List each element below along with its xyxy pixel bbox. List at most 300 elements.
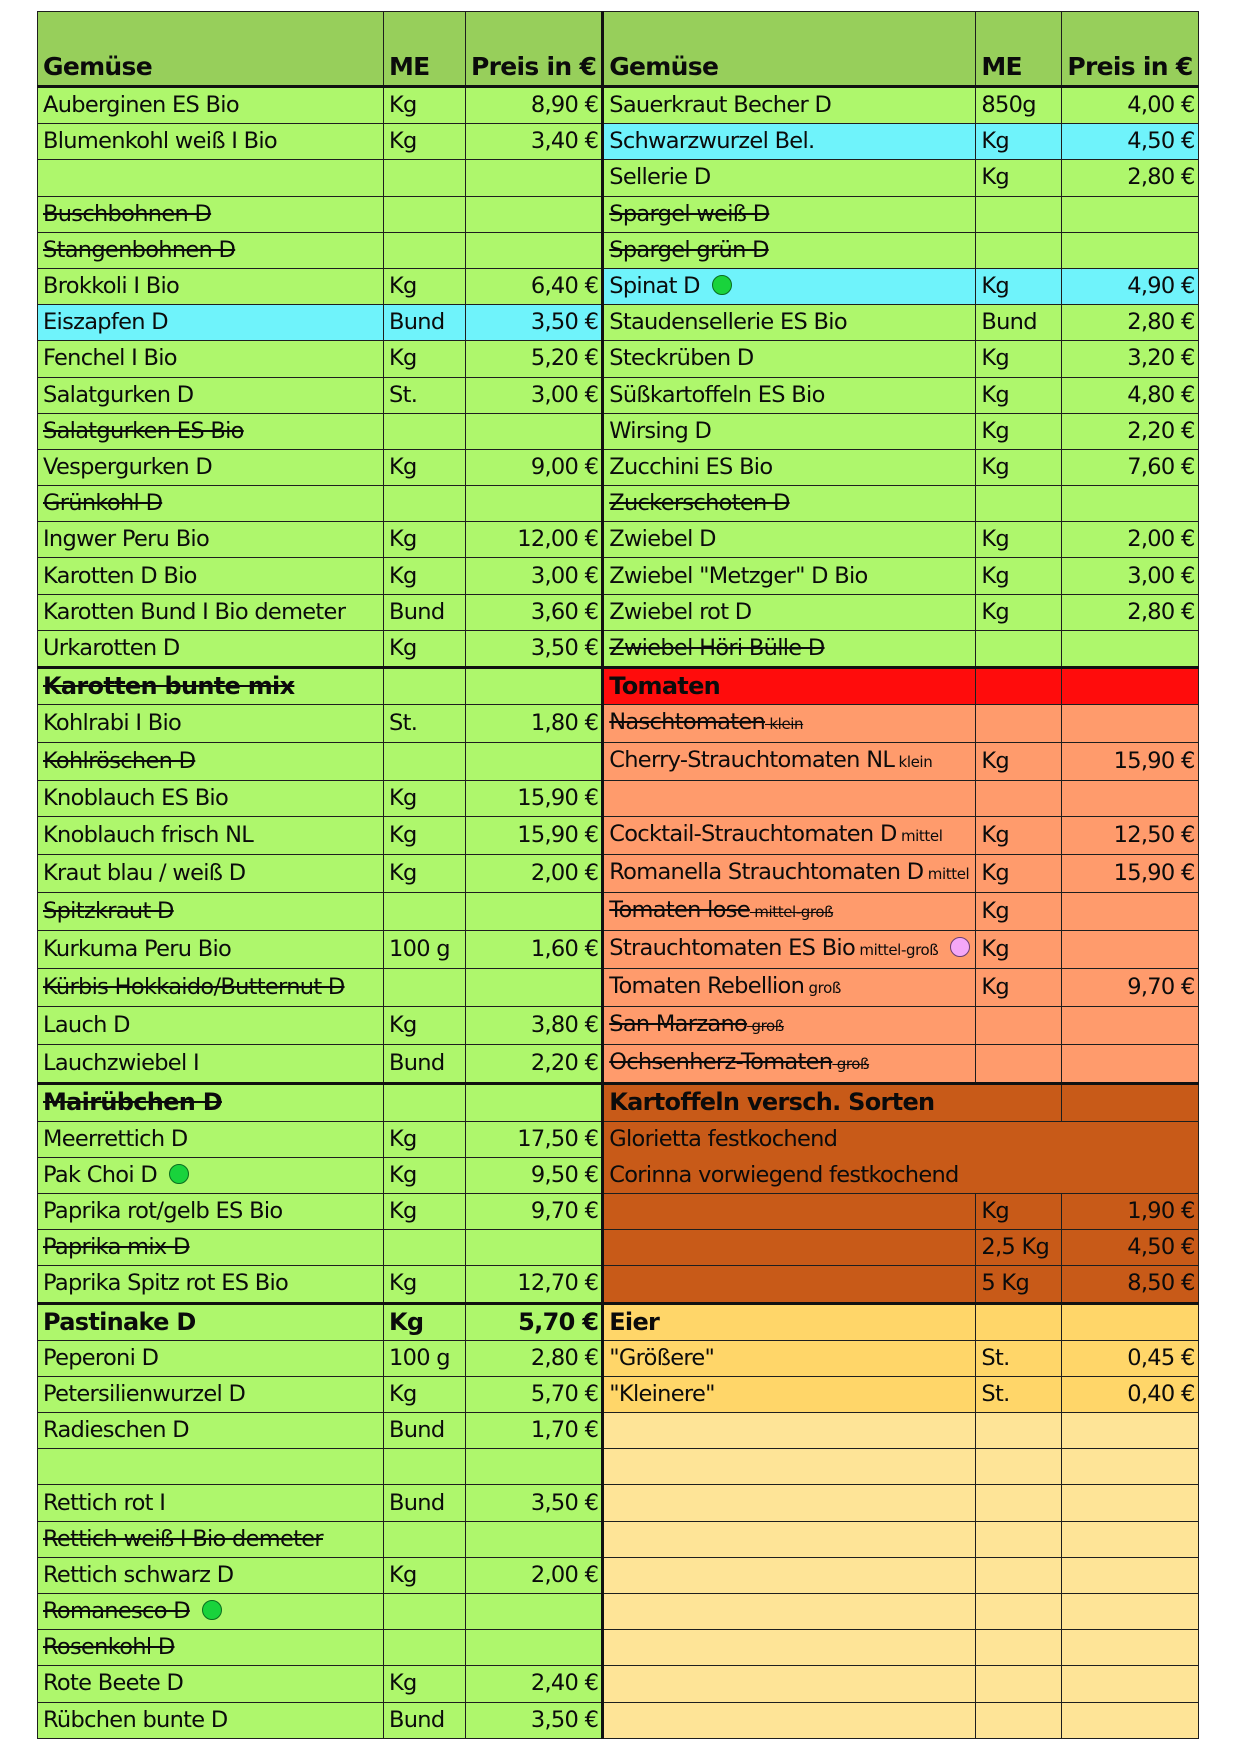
header-col2 — [384, 12, 466, 87]
veg-price — [466, 124, 603, 160]
veg-unit-text: Bund — [389, 1706, 445, 1733]
veg-unit — [384, 969, 466, 1007]
veg-name-text: Knoblauch ES Bio — [43, 785, 229, 812]
veg-name — [603, 232, 976, 268]
veg-unit — [976, 87, 1062, 124]
veg-name-text: Karotten bunte mix — [43, 672, 295, 701]
veg-unit-text: 100 g — [389, 1344, 450, 1371]
veg-name — [38, 781, 384, 817]
table-row — [38, 124, 1199, 160]
veg-unit-text: Kg — [389, 1270, 417, 1297]
veg-price — [466, 268, 603, 304]
veg-name — [38, 486, 384, 522]
veg-unit — [976, 268, 1062, 304]
blank-cell — [603, 1521, 976, 1557]
veg-name-text: Ingwer Peru Bio — [43, 526, 210, 553]
green-dot-icon — [202, 1600, 222, 1620]
potato-unit-text: 2,5 Kg — [981, 1234, 1050, 1261]
veg-name-text: Rosenkohl D — [43, 1634, 175, 1661]
header-col1 — [38, 12, 384, 87]
veg-name — [38, 630, 384, 667]
table-row — [38, 1230, 1199, 1266]
egg-price-text: 0,45 € — [1127, 1344, 1195, 1371]
veg-price — [466, 1557, 603, 1593]
veg-price — [466, 1340, 603, 1376]
table-row — [38, 705, 1199, 743]
tomato-name-text: Tomaten Rebellion — [609, 973, 805, 1000]
veg-price-text: 3,00 € — [530, 562, 599, 589]
blank-cell — [976, 668, 1062, 705]
blank-cell — [1062, 1702, 1198, 1738]
veg-name-text: Knoblauch frisch NL — [43, 822, 254, 849]
veg-price — [1062, 413, 1198, 449]
table-row — [38, 1666, 1199, 1702]
veg-name — [603, 341, 976, 377]
size-note: groß — [804, 979, 841, 998]
veg-unit — [976, 232, 1062, 268]
veg-name-text: Urkarotten D — [43, 634, 180, 661]
veg-name-text: Peperoni D — [43, 1344, 159, 1371]
table-row — [38, 1193, 1199, 1229]
veg-unit-text: Kg — [981, 381, 1009, 408]
veg-price — [466, 87, 603, 124]
veg-name — [38, 1594, 384, 1630]
blank-cell — [603, 1666, 976, 1702]
veg-unit — [384, 1630, 466, 1666]
veg-price — [466, 969, 603, 1007]
tomato-unit — [976, 855, 1062, 893]
blank-cell — [603, 1449, 976, 1485]
veg-unit — [384, 268, 466, 304]
veg-unit-text: Kg — [389, 1307, 424, 1336]
header-row — [38, 12, 1199, 87]
veg-name — [38, 196, 384, 232]
egg-unit-text: St. — [981, 1380, 1010, 1407]
veg-name — [38, 160, 384, 196]
table-row — [38, 630, 1199, 667]
veg-name — [603, 449, 976, 485]
tomato-unit — [976, 781, 1062, 817]
green-dot-icon — [169, 1164, 189, 1184]
veg-price-text: 3,00 € — [1127, 562, 1195, 589]
veg-name — [38, 1193, 384, 1229]
tomato-price — [1062, 1045, 1198, 1084]
green-dot-icon — [712, 275, 732, 295]
veg-unit — [384, 1157, 466, 1193]
potato-variety-text: Glorietta festkochend — [609, 1125, 838, 1152]
veg-price-text: 3,50 € — [530, 309, 599, 336]
tomato-unit — [976, 743, 1062, 781]
veg-unit-text: Bund — [389, 1417, 445, 1444]
veg-price-text: 9,50 € — [530, 1161, 599, 1188]
header-col2-text: ME — [389, 52, 430, 81]
veg-unit — [384, 1449, 466, 1485]
tomato-name — [603, 817, 976, 855]
table-row — [38, 1702, 1199, 1738]
veg-unit — [384, 705, 466, 743]
tomato-price — [1062, 969, 1198, 1007]
veg-name — [38, 449, 384, 485]
table-row — [38, 969, 1199, 1007]
veg-name — [38, 855, 384, 893]
veg-price-text: 4,50 € — [1127, 128, 1195, 155]
size-note: mittel — [923, 865, 970, 884]
table-row — [38, 931, 1199, 969]
veg-name — [38, 1630, 384, 1666]
veg-price — [1062, 486, 1198, 522]
veg-price — [466, 1121, 603, 1157]
table-row — [38, 558, 1199, 594]
potato-price — [1062, 1266, 1198, 1303]
header-col3 — [466, 12, 603, 87]
blank-cell — [603, 1485, 976, 1521]
veg-unit — [384, 668, 466, 705]
veg-name — [38, 1266, 384, 1303]
veg-unit — [384, 522, 466, 558]
veg-price — [1062, 522, 1198, 558]
veg-unit — [384, 855, 466, 893]
veg-unit — [384, 1230, 466, 1266]
veg-price — [1062, 268, 1198, 304]
veg-unit — [384, 413, 466, 449]
veg-unit-text: Bund — [981, 309, 1037, 336]
veg-price-text: 2,80 € — [1127, 309, 1195, 336]
veg-price-text: 3,40 € — [530, 128, 599, 155]
veg-unit-text: Kg — [389, 92, 417, 119]
veg-name-text: Sellerie D — [609, 164, 711, 191]
veg-name — [603, 196, 976, 232]
veg-price — [466, 630, 603, 667]
size-note: klein — [894, 753, 933, 772]
potato-unit — [976, 1230, 1062, 1266]
veg-unit — [384, 1266, 466, 1303]
header-col5 — [976, 12, 1062, 87]
table-row — [38, 594, 1199, 630]
veg-unit-text: Kg — [389, 860, 417, 887]
potato-unit — [976, 1266, 1062, 1303]
veg-price-text: 2,20 € — [1127, 417, 1195, 444]
blank-cell — [976, 1413, 1062, 1449]
veg-unit-text: Kg — [389, 1670, 417, 1697]
veg-unit — [384, 558, 466, 594]
tomatoes-heading — [603, 668, 976, 705]
tomato-name-text: Strauchtomaten ES Bio — [609, 935, 856, 962]
tomato-name-text: Cocktail-Strauchtomaten D — [609, 821, 897, 848]
veg-name-text: Karotten D Bio — [43, 562, 197, 589]
veg-name-text: Mairübchen D — [43, 1088, 222, 1117]
veg-name-text: Salatgurken D — [43, 381, 194, 408]
veg-unit — [384, 232, 466, 268]
veg-unit — [384, 1007, 466, 1045]
veg-unit — [976, 413, 1062, 449]
veg-name — [38, 1121, 384, 1157]
veg-unit — [384, 160, 466, 196]
table-row — [38, 413, 1199, 449]
size-note: mittel-groß — [855, 941, 939, 960]
veg-name-text: Zuckerschoten D — [609, 490, 790, 517]
tomato-name — [603, 781, 976, 817]
veg-name — [38, 558, 384, 594]
veg-name-text: Paprika rot/gelb ES Bio — [43, 1198, 283, 1225]
veg-price — [466, 705, 603, 743]
veg-name-text: Radieschen D — [43, 1417, 189, 1444]
veg-name — [603, 87, 976, 124]
veg-name — [603, 522, 976, 558]
veg-unit — [384, 1045, 466, 1084]
blank-cell — [1062, 1449, 1198, 1485]
egg-price — [1062, 1340, 1198, 1376]
veg-name-text: Sauerkraut Becher D — [609, 92, 832, 119]
table-row — [38, 486, 1199, 522]
potatoes-heading — [603, 1084, 1062, 1121]
egg-name-text: "Größere" — [609, 1344, 715, 1371]
veg-name-text: Kraut blau / weiß D — [43, 860, 246, 887]
veg-name — [38, 1485, 384, 1521]
veg-price-text: 5,20 € — [530, 345, 599, 372]
veg-name-text: Kurkuma Peru Bio — [43, 936, 232, 963]
table-row — [38, 1630, 1199, 1666]
potato-price-text: 4,50 € — [1127, 1234, 1195, 1261]
veg-name — [38, 1521, 384, 1557]
veg-name — [38, 931, 384, 969]
veg-unit — [384, 781, 466, 817]
tomato-price-text: 15,90 € — [1113, 748, 1195, 775]
veg-unit — [384, 1340, 466, 1376]
egg-unit — [976, 1376, 1062, 1412]
header-col1-text: Gemüse — [43, 52, 152, 81]
veg-unit-text: 850g — [981, 92, 1036, 119]
veg-price-text: 2,20 € — [530, 1050, 599, 1077]
veg-price-text: 5,70 € — [530, 1380, 599, 1407]
veg-price — [466, 855, 603, 893]
veg-name-text: Brokkoli I Bio — [43, 273, 180, 300]
table-row — [38, 160, 1199, 196]
veg-price — [466, 743, 603, 781]
veg-price-text: 5,70 € — [518, 1307, 599, 1336]
veg-name — [603, 377, 976, 413]
tomato-name — [603, 893, 976, 931]
tomato-price — [1062, 855, 1198, 893]
veg-name — [603, 268, 976, 304]
veg-unit — [384, 817, 466, 855]
header-col4 — [603, 12, 976, 87]
veg-price — [1062, 232, 1198, 268]
table-row — [38, 522, 1199, 558]
table-row — [38, 1266, 1199, 1303]
veg-price — [466, 1084, 603, 1121]
blank-cell — [1062, 668, 1198, 705]
header-col3-text: Preis in € — [471, 52, 597, 81]
blank-cell — [603, 1266, 976, 1303]
veg-name-text: Kohlrabi I Bio — [43, 710, 182, 737]
tomato-unit-text: Kg — [981, 974, 1009, 1001]
tomato-name-text: Tomaten lose — [609, 897, 750, 924]
veg-unit — [976, 160, 1062, 196]
veg-name-text: Wirsing D — [609, 417, 712, 444]
veg-unit — [384, 1413, 466, 1449]
veg-price — [466, 893, 603, 931]
veg-name — [38, 1449, 384, 1485]
tomato-name — [603, 1007, 976, 1045]
size-note: groß — [747, 1017, 784, 1036]
veg-unit — [976, 196, 1062, 232]
veg-name — [38, 268, 384, 304]
veg-unit — [976, 594, 1062, 630]
potato-price — [1062, 1193, 1198, 1229]
eggs-heading-text: Eier — [609, 1307, 660, 1336]
veg-unit — [384, 124, 466, 160]
veg-name — [38, 1303, 384, 1340]
table-row — [38, 1485, 1199, 1521]
veg-price — [466, 1413, 603, 1449]
eggs-heading — [603, 1303, 976, 1340]
veg-name-text: Fenchel I Bio — [43, 345, 177, 372]
veg-price-text: 2,00 € — [530, 860, 599, 887]
table-row — [38, 1340, 1199, 1376]
tomato-price — [1062, 1007, 1198, 1045]
veg-price — [1062, 630, 1198, 667]
veg-unit-text: St. — [389, 381, 418, 408]
veg-unit-text: Kg — [981, 417, 1009, 444]
veg-unit — [384, 1521, 466, 1557]
tomato-unit-text: Kg — [981, 936, 1009, 963]
veg-price — [466, 232, 603, 268]
veg-name — [38, 124, 384, 160]
veg-name-text: Rettich rot I — [43, 1489, 166, 1516]
potato-variety-text: Corinna vorwiegend festkochend — [609, 1161, 959, 1188]
veg-price — [466, 1303, 603, 1340]
veg-name-text: Meerrettich D — [43, 1125, 188, 1152]
veg-unit-text: Kg — [389, 273, 417, 300]
veg-name-text: Spargel grün D — [609, 236, 769, 263]
veg-name-text: Pak Choi D — [43, 1161, 157, 1188]
table-row — [38, 1084, 1199, 1121]
veg-unit — [384, 1594, 466, 1630]
veg-unit — [384, 449, 466, 485]
veg-unit — [976, 377, 1062, 413]
veg-price — [466, 1702, 603, 1738]
tomato-price — [1062, 743, 1198, 781]
veg-name-text: Stangenbohnen D — [43, 236, 236, 263]
veg-name — [38, 1557, 384, 1593]
header-col4-text: Gemüse — [609, 52, 719, 81]
veg-unit — [384, 1084, 466, 1121]
table-row — [38, 1157, 1199, 1193]
veg-price — [466, 1045, 603, 1084]
veg-unit-text: Kg — [389, 1198, 417, 1225]
veg-name-text: Salatgurken ES Bio — [43, 417, 244, 444]
veg-unit — [384, 1666, 466, 1702]
tomato-unit-text: Kg — [981, 822, 1009, 849]
veg-name-text: Rettich schwarz D — [43, 1561, 234, 1588]
veg-price — [1062, 377, 1198, 413]
veg-price — [466, 1630, 603, 1666]
veg-unit — [976, 124, 1062, 160]
veg-name-text: Buschbohnen D — [43, 200, 212, 227]
table-row — [38, 855, 1199, 893]
veg-name-text: Schwarzwurzel Bel. — [609, 128, 815, 155]
veg-name — [38, 1376, 384, 1412]
veg-unit — [384, 1303, 466, 1340]
table-row — [38, 1007, 1199, 1045]
veg-price — [1062, 594, 1198, 630]
egg-unit — [976, 1340, 1062, 1376]
header-col5-text: ME — [981, 52, 1022, 81]
veg-price — [466, 594, 603, 630]
veg-name-text: Zwiebel "Metzger" D Bio — [609, 562, 868, 589]
veg-name-text: Zwiebel rot D — [609, 598, 752, 625]
tomato-unit-text: Kg — [981, 860, 1009, 887]
veg-name — [603, 124, 976, 160]
tomato-name — [603, 743, 976, 781]
tomato-name-text: Naschtomaten — [609, 709, 766, 736]
veg-name — [38, 1340, 384, 1376]
veg-unit — [384, 1702, 466, 1738]
tomato-unit — [976, 817, 1062, 855]
veg-price — [1062, 558, 1198, 594]
veg-unit-text: Kg — [389, 785, 417, 812]
tomato-unit — [976, 931, 1062, 969]
veg-name-text: Kohlröschen D — [43, 748, 196, 775]
veg-price — [466, 817, 603, 855]
tomato-unit-text: Kg — [981, 748, 1009, 775]
veg-unit — [384, 341, 466, 377]
veg-name-text: Zwiebel Höri Bülle D — [609, 634, 825, 661]
table-row — [38, 1045, 1199, 1084]
blank-cell — [603, 1557, 976, 1593]
potato-price — [1062, 1230, 1198, 1266]
table-row — [38, 893, 1199, 931]
veg-name — [603, 486, 976, 522]
egg-name — [603, 1340, 976, 1376]
tomato-unit — [976, 969, 1062, 1007]
blank-cell — [976, 1485, 1062, 1521]
veg-name — [38, 341, 384, 377]
blank-cell — [976, 1702, 1062, 1738]
blank-cell — [976, 1557, 1062, 1593]
potato-unit — [976, 1193, 1062, 1229]
veg-unit — [384, 630, 466, 667]
veg-unit — [384, 931, 466, 969]
header-col6 — [1062, 12, 1198, 87]
potato-price-text: 8,50 € — [1127, 1270, 1195, 1297]
veg-unit-text: Kg — [389, 1125, 417, 1152]
tomato-price-text: 12,50 € — [1113, 822, 1195, 849]
veg-price-text: 2,40 € — [530, 1670, 599, 1697]
veg-price-text: 3,20 € — [1127, 345, 1195, 372]
veg-name — [38, 743, 384, 781]
veg-price — [1062, 341, 1198, 377]
blank-cell — [603, 1630, 976, 1666]
veg-price-text: 4,90 € — [1127, 273, 1195, 300]
table-row — [38, 1594, 1199, 1630]
veg-unit — [384, 1121, 466, 1157]
tomato-name-text: San Marzano — [609, 1011, 748, 1038]
veg-unit-text: Bund — [389, 598, 445, 625]
veg-price-text: 2,80 € — [530, 1344, 599, 1371]
veg-price — [466, 377, 603, 413]
veg-name — [38, 1157, 384, 1193]
veg-price-text: 1,70 € — [530, 1417, 599, 1444]
veg-unit-text: Kg — [389, 822, 417, 849]
veg-unit — [976, 558, 1062, 594]
veg-price-text: 12,70 € — [517, 1270, 599, 1297]
veg-unit — [384, 196, 466, 232]
veg-name — [603, 413, 976, 449]
veg-name-text: Auberginen ES Bio — [43, 92, 239, 119]
veg-name — [38, 232, 384, 268]
veg-price-text: 15,90 € — [517, 785, 599, 812]
